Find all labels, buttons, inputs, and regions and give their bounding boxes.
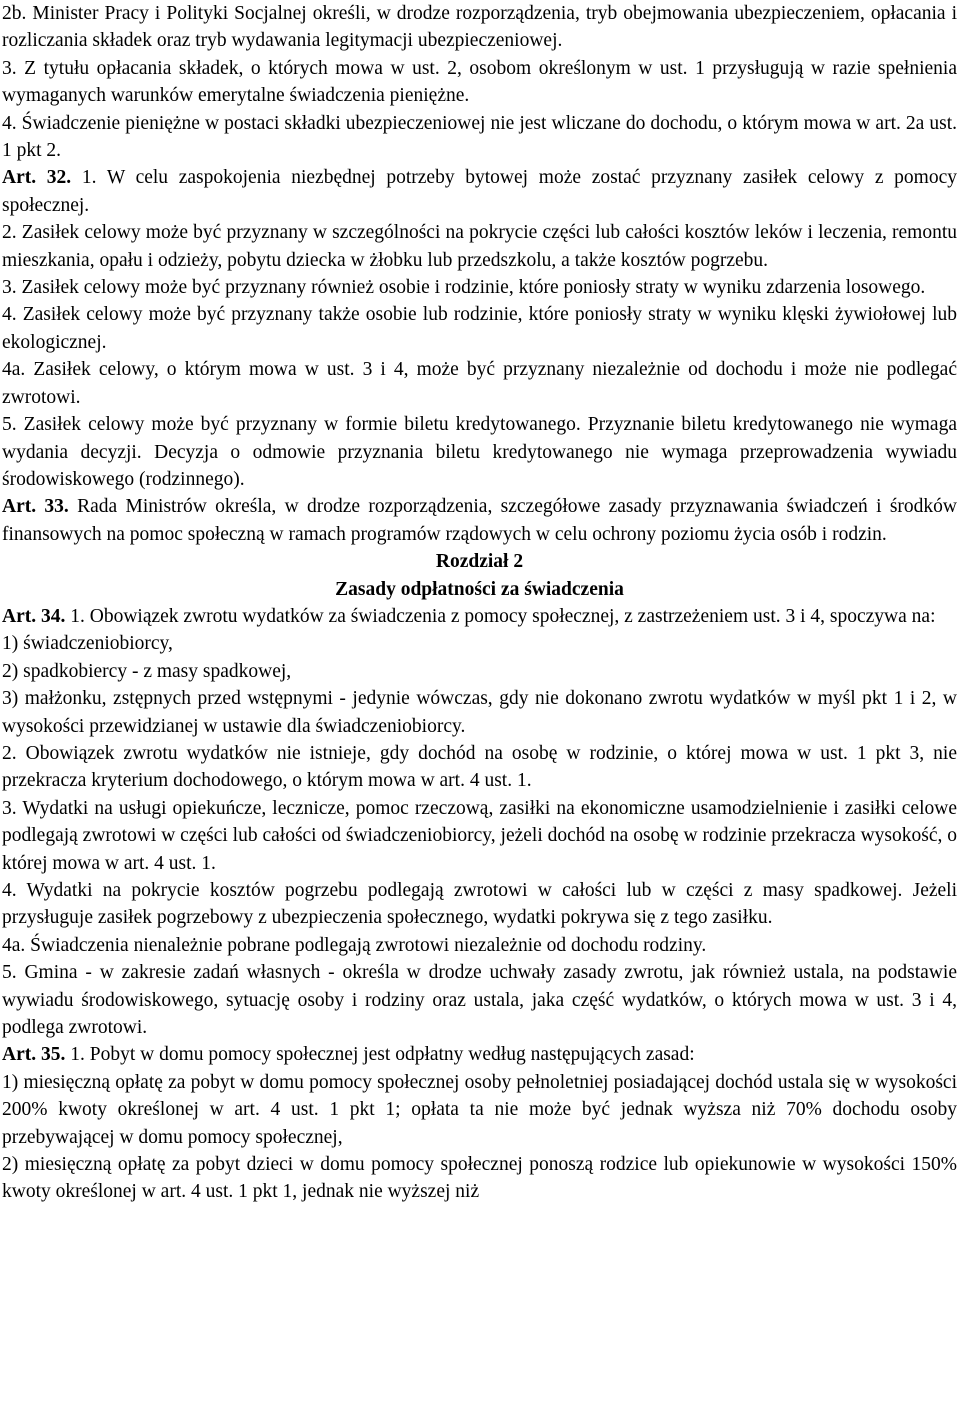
article-paragraph: Art. 34. 1. Obowiązek zwrotu wydatków za świadczenia z pomocy społecznej, z zastrzeżeniem ust. 3 i 4, spoczywa na: — [2, 605, 936, 627]
paragraph: 2. Zasiłek celowy może być przyznany w szczególności na pokrycie części lub całości kosztów leków i leczenia, remontu mieszkania, opału i odzieży, pobytu dziecka w żłobku lub przedszkolu, a także kosztów pogrzebu. — [2, 222, 957, 271]
paragraph: 4. Świadczenie pieniężne w postaci składki ubezpieczeniowej nie jest wliczane do dochodu, o którym mowa w art. 2a ust. 1 pkt 2. — [2, 112, 957, 162]
article-number: Art. 33. — [2, 496, 69, 518]
chapter-number: Rozdział 2 — [435, 551, 524, 573]
list-item: 1) świadczeniobiorcy, — [2, 633, 173, 655]
paragraph: 5. Gmina - w zakresie zadań własnych - określa w drodze uchwały zasady zwrotu, jak również ustala, na podstawie wywiadu środowiskowego, sytuację osoby i rodziny oraz ustala, jaka część wydatków, o których mowa w ust. 3 i 4, podlega zwrotowi. — [2, 962, 957, 1039]
paragraph: 5. Zasiłek celowy może być przyznany w formie biletu kredytowanego. Przyznanie biletu kredytowanego nie wymaga wydania decyzji. Decyzja o odmowie przyznania biletu kredytowanego nie wymaga przeprowadzenia wywiadu środowiskowego (rodzinnego). — [2, 414, 957, 490]
chapter-title: Zasady odpłatności za świadczenia — [335, 578, 624, 600]
article-number: Art. 32. — [2, 167, 72, 189]
paragraph: 3. Zasiłek celowy może być przyznany również osobie i rodzinie, które poniosły straty w wyniku zdarzenia losowego. — [2, 277, 926, 299]
paragraph: 3. Z tytułu opłacania składek, o których mowa w ust. 2, osobom określonym w ust. 1 przysługują w razie spełnienia wymaganych warunków emerytalne świadczenia pieniężne. — [2, 57, 957, 107]
list-item: 2) miesięczną opłatę za pobyt dzieci w domu pomocy społecznej ponoszą rodzice lub opiekunowie w wysokości 150% kwoty określonej w art. 4 ust. 1 pkt 1, jednak nie wyższej niż — [2, 1154, 957, 1203]
list-item: 1) miesięczną opłatę za pobyt w domu pomocy społecznej osoby pełnoletniej posiadającej dochód ustala się w wysokości 200% kwoty określonej w art. 4 ust. 1 pkt 1; opłata ta nie może być jednak wyższa niż 70% dochodu osoby przebywającej w domu pomocy społecznej, — [2, 1071, 957, 1148]
article-paragraph: Art. 35. 1. Pobyt w domu pomocy społecznej jest odpłatny według następujących zasad: — [2, 1044, 695, 1066]
paragraph: 4a. Świadczenia nienależnie pobrane podlegają zwrotowi niezależnie od dochodu rodziny. — [2, 934, 707, 956]
paragraph: 4. Zasiłek celowy może być przyznany także osobie lub rodzinie, które poniosły straty w wyniku klęski żywiołowej lub ekologicznej. — [2, 304, 957, 353]
paragraph: 4. Wydatki na pokrycie kosztów pogrzebu podlegają zwrotowi w całości lub w części z masy spadkowej. Jeżeli przysługuje zasiłek pogrzebowy z ubezpieczenia społecznego, wydatki pokrywa się z tego zasiłku. — [2, 880, 957, 929]
list-item: 2) spadkobiercy - z masy spadkowej, — [2, 660, 292, 682]
article-number: Art. 35. — [2, 1044, 66, 1066]
paragraph: 2b. Minister Pracy i Polityki Socjalnej określi, w drodze rozporządzenia, tryb obejmowania ubezpieczeniem, opłacania i rozliczania składek oraz tryb wydawania legitymacji ubezpieczeniowej. — [2, 3, 957, 52]
paragraph: 2. Obowiązek zwrotu wydatków nie istnieje, gdy dochód na osobę w rodzinie, o której mowa w ust. 1 pkt 3, nie przekracza kryterium dochodowego, o którym mowa w art. 4 ust. 1. — [2, 742, 957, 792]
list-item: 3) małżonku, zstępnych przed wstępnymi - jedynie wówczas, gdy nie dokonano zwrotu wydatków w myśl pkt 1 i 2, w wysokości przewidzianej w ustawie dla świadczeniobiorcy. — [2, 688, 957, 737]
article-paragraph: Art. 32. 1. W celu zaspokojenia niezbędnej potrzeby bytowej może zostać przyznany zasiłek celowy z pomocy społecznej. — [2, 167, 957, 216]
paragraph: 4a. Zasiłek celowy, o którym mowa w ust. 3 i 4, może być przyznany niezależnie od dochodu i może nie podlegać zwrotowi. — [2, 359, 957, 408]
article-paragraph: Art. 33. Rada Ministrów określa, w drodze rozporządzenia, szczegółowe zasady przyznawania świadczeń i środków finansowych na pomoc społeczną w ramach programów rządowych w celu ochrony poziomu życia osób i rodzin. — [2, 496, 957, 545]
article-number: Art. 34. — [2, 605, 66, 627]
paragraph: 3. Wydatki na usługi opiekuńcze, lecznicze, pomoc rzeczową, zasiłki na ekonomiczne usamodzielnienie i zasiłki celowe podlegają zwrotowi w części lub całości od świadczeniobiorcy, jeżeli dochód na osobę w rodzinie przekracza wysokość, o której mowa w art. 4 ust. 1. — [2, 797, 957, 874]
